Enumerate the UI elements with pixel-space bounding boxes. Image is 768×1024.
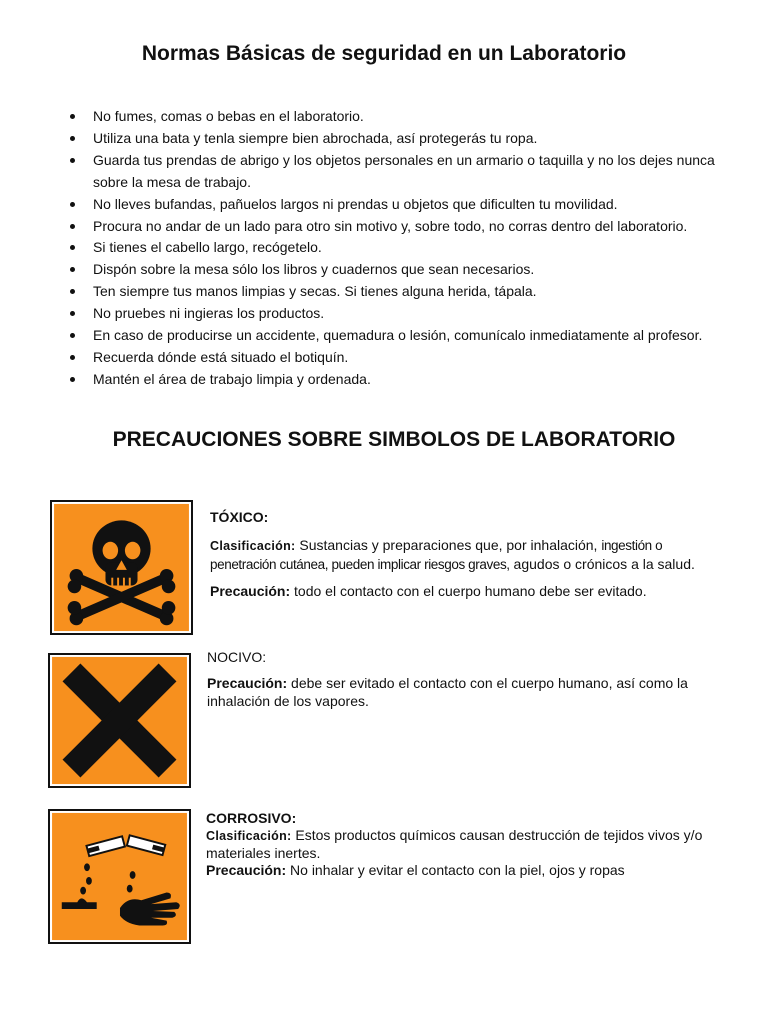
- harmful-description: [207, 648, 717, 710]
- harmful-name: NOCIVO:: [207, 649, 267, 665]
- corrosive-description: [206, 810, 736, 879]
- toxic-precaution: Precaución: todo el contacto con el cuerpo humano debe ser evitado.: [210, 583, 647, 599]
- x-cross-icon: [50, 655, 189, 786]
- bullet-icon: [70, 377, 75, 382]
- list-item: Utiliza una bata y tenla siempre bien abrochada, así protegerás tu ropa.: [70, 128, 740, 150]
- harmful-symbol: [48, 653, 191, 788]
- harmful-precaution: Precaución: debe ser evitado el contacto con el cuerpo humano, así como la inhalación de los vapores.: [207, 675, 688, 709]
- bullet-icon: [70, 224, 75, 229]
- toxic-classification: Clasificación: Sustancias y preparaciones que, por inhalación, ingestión o: [210, 537, 663, 553]
- bullet-icon: [70, 311, 75, 316]
- list-item: No fumes, comas o bebas en el laboratorio.: [70, 106, 740, 128]
- bullet-icon: [70, 136, 75, 141]
- bullet-icon: [70, 245, 75, 250]
- skull-crossbones-icon: [52, 502, 191, 633]
- safety-rules-list: [70, 106, 740, 391]
- bullet-icon: [70, 158, 75, 163]
- list-item: Procura no andar de un lado para otro sin motivo y, sobre todo, no corras dentro del laboratorio.: [70, 216, 740, 238]
- list-item: Si tienes el cabello largo, recógetelo.: [70, 237, 740, 259]
- list-item: Recuerda dónde está situado el botiquín.: [70, 347, 740, 369]
- corrosive-name: CORROSIVO:: [206, 810, 297, 826]
- corrosive-icon: [50, 811, 189, 942]
- toxic-name: TÓXICO:: [210, 509, 269, 525]
- bullet-icon: [70, 114, 75, 119]
- symbols-section-title: PRECAUCIONES SOBRE SIMBOLOS DE LABORATORIO: [112, 428, 676, 451]
- list-item: Ten siempre tus manos limpias y secas. Si tienes alguna herida, tápala.: [70, 281, 740, 303]
- corrosive-symbol: [48, 809, 191, 944]
- toxic-description: [210, 508, 730, 600]
- bullet-icon: [70, 202, 75, 207]
- corrosive-precaution: Precaución: No inhalar y evitar el contacto con la piel, ojos y ropas: [206, 862, 625, 878]
- list-item: En caso de producirse un accidente, quemadura o lesión, comunícalo inmediatamente al profesor.: [70, 325, 740, 347]
- bullet-icon: [70, 289, 75, 294]
- toxic-classification-cont: penetración cutánea, pueden implicar riesgos graves, agudos o crónicos a la salud.: [210, 556, 695, 572]
- list-item: No pruebes ni ingieras los productos.: [70, 303, 740, 325]
- bullet-icon: [70, 267, 75, 272]
- list-item: Dispón sobre la mesa sólo los libros y cuadernos que sean necesarios.: [70, 259, 740, 281]
- page-title: Normas Básicas de seguridad en un Laboratorio: [141, 42, 627, 65]
- toxic-symbol: [50, 500, 193, 635]
- corrosive-classification: Clasificación: Estos productos químicos causan destrucción de tejidos vivos y/o materiales inertes.: [206, 827, 703, 861]
- list-item: Mantén el área de trabajo limpia y ordenada.: [70, 369, 740, 391]
- bullet-icon: [70, 333, 75, 338]
- bullet-icon: [70, 355, 75, 360]
- list-item: No lleves bufandas, pañuelos largos ni prendas u objetos que dificulten tu movilidad.: [70, 194, 740, 216]
- list-item: Guarda tus prendas de abrigo y los objetos personales en un armario o taquilla y no los dejes nunca sobre la mesa de trabajo.: [70, 150, 740, 194]
